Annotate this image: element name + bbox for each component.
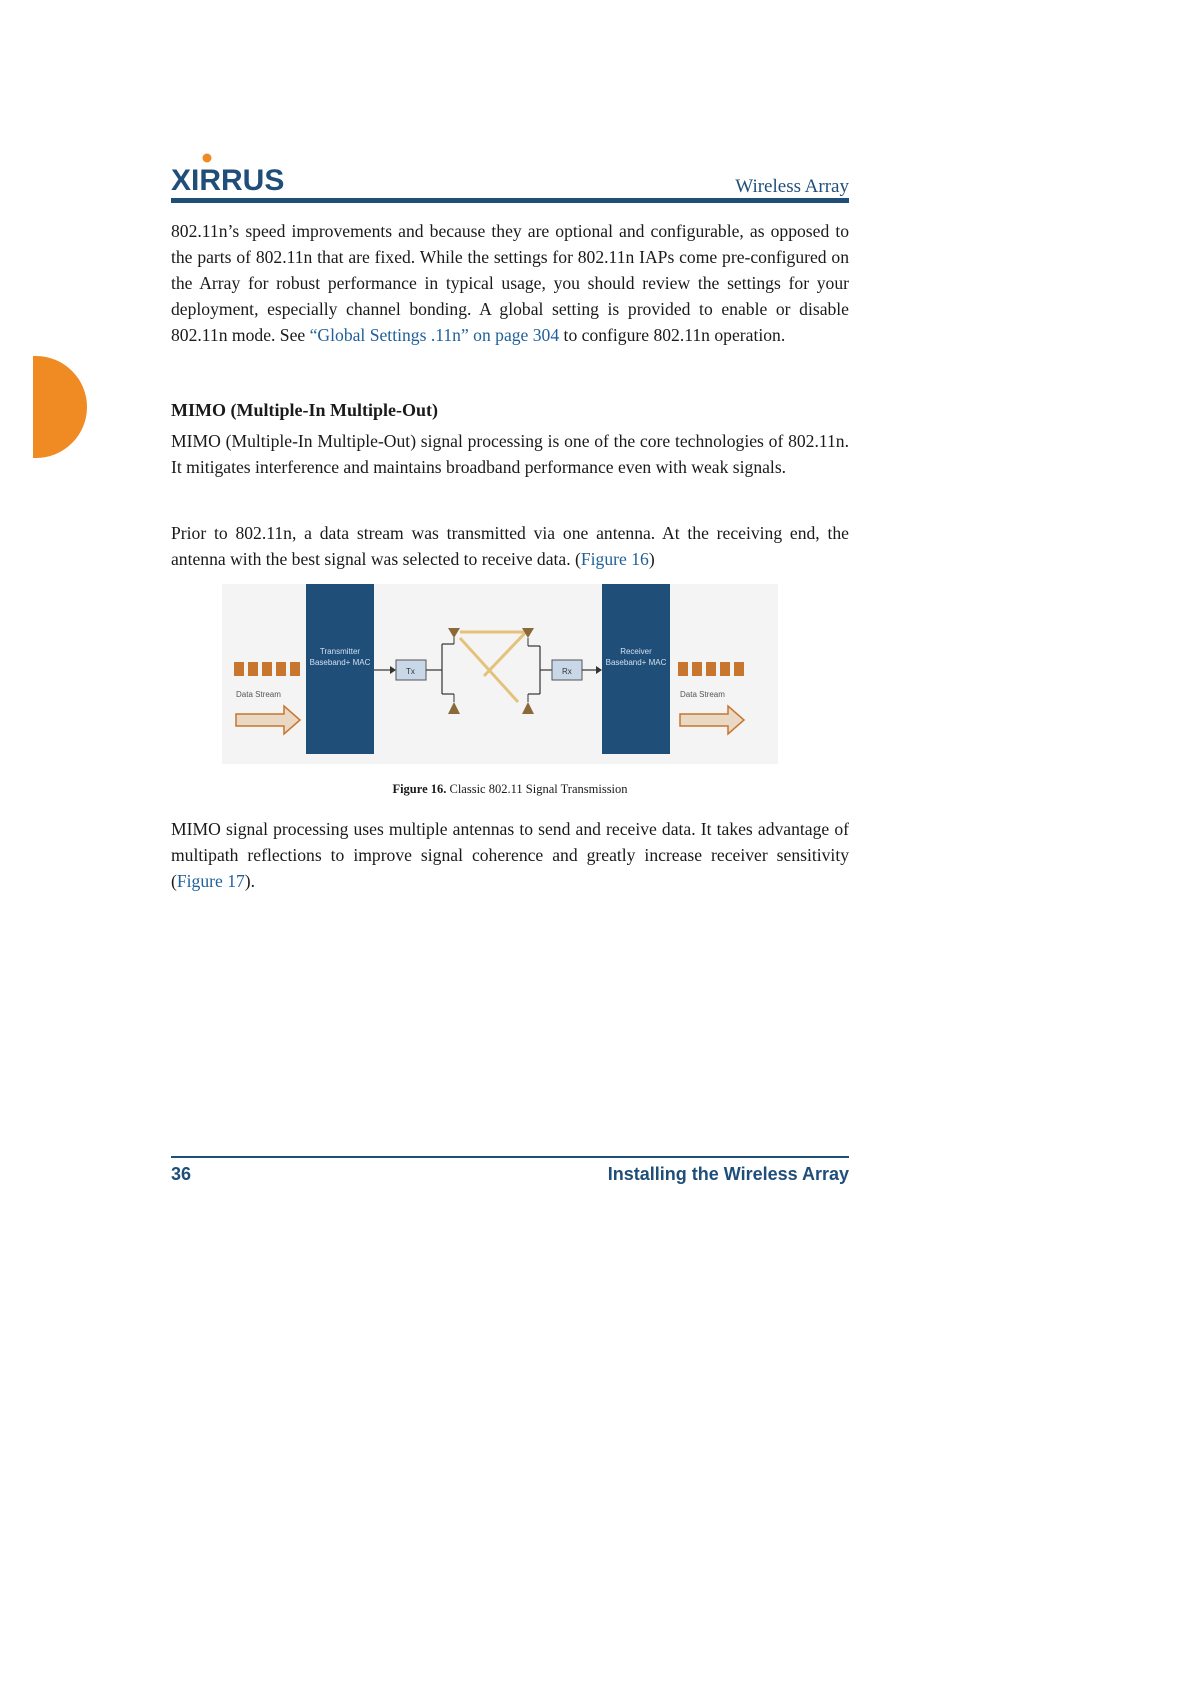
figure-caption — [171, 782, 849, 797]
global-settings-link[interactable]: “Global Settings .11n” on page 304 — [309, 325, 560, 345]
paragraph-4-text-b: ). — [244, 871, 256, 891]
receiver-label: Receiver Baseband+ MAC — [605, 647, 667, 667]
figure-17-link[interactable]: Figure 17 — [176, 871, 245, 891]
rx-label: Rx — [562, 667, 572, 676]
paragraph-3 — [171, 520, 849, 572]
section-heading: MIMO (Multiple-In Multiple-Out) — [171, 400, 438, 420]
header-title: Wireless Array — [735, 176, 849, 197]
paragraph-3-text-b: ) — [648, 549, 655, 569]
page-header — [171, 152, 849, 204]
transmitter-label: Transmitter Baseband+ MAC — [309, 647, 371, 667]
paragraph-1-text-b: to configure 802.11n operation. — [559, 325, 786, 345]
right-stream-label: Data Stream — [680, 690, 725, 699]
paragraph-1 — [171, 218, 849, 348]
logo-wordmark: XIRRUS — [171, 164, 285, 196]
xirrus-logo — [171, 152, 321, 196]
paragraph-4 — [171, 816, 849, 894]
tx-label: Tx — [406, 667, 415, 676]
paragraph-4-text-a: MIMO signal processing uses multiple antennas to send and receive data. It takes advantage of multipath reflections to improve signal coherence and greatly increase receiver sensitivity ( — [171, 819, 849, 891]
paragraph-2: MIMO (Multiple-In Multiple-Out) signal processing is one of the core technologies of 802.11n. It mitigates interference and maintains broadband performance even with weak signals. — [171, 431, 849, 477]
footer-rule — [171, 1156, 849, 1158]
right-data-packets — [678, 662, 744, 676]
figure-16-link[interactable]: Figure 16 — [580, 549, 649, 569]
paragraph-1-text-a: 802.11n’s speed improvements and because they are optional and configurable, as opposed to the parts of 802.11n that are fixed. While the settings for 802.11n IAPs come pre-configured on the Array for robust performance in typical usage, you should review the settings for your deployment, especially channel bonding. A global setting is provided to enable or disable 802.11n mode. See — [171, 221, 849, 345]
left-stream-label: Data Stream — [236, 690, 281, 699]
page-number: 36 — [171, 1164, 192, 1184]
left-data-packets — [234, 662, 300, 676]
paragraph-3-text-a: Prior to 802.11n, a data stream was transmitted via one antenna. At the receiving end, the antenna with the best signal was selected to receive data. ( — [171, 523, 849, 569]
footer-section-title: Installing the Wireless Array — [607, 1164, 849, 1184]
orange-side-tab — [33, 356, 87, 458]
caption-prefix: Figure 16. — [392, 782, 447, 796]
caption-text: Classic 802.11 Signal Transmission — [446, 782, 628, 796]
classic-signal-diagram — [222, 584, 778, 764]
header-rule — [171, 198, 849, 203]
